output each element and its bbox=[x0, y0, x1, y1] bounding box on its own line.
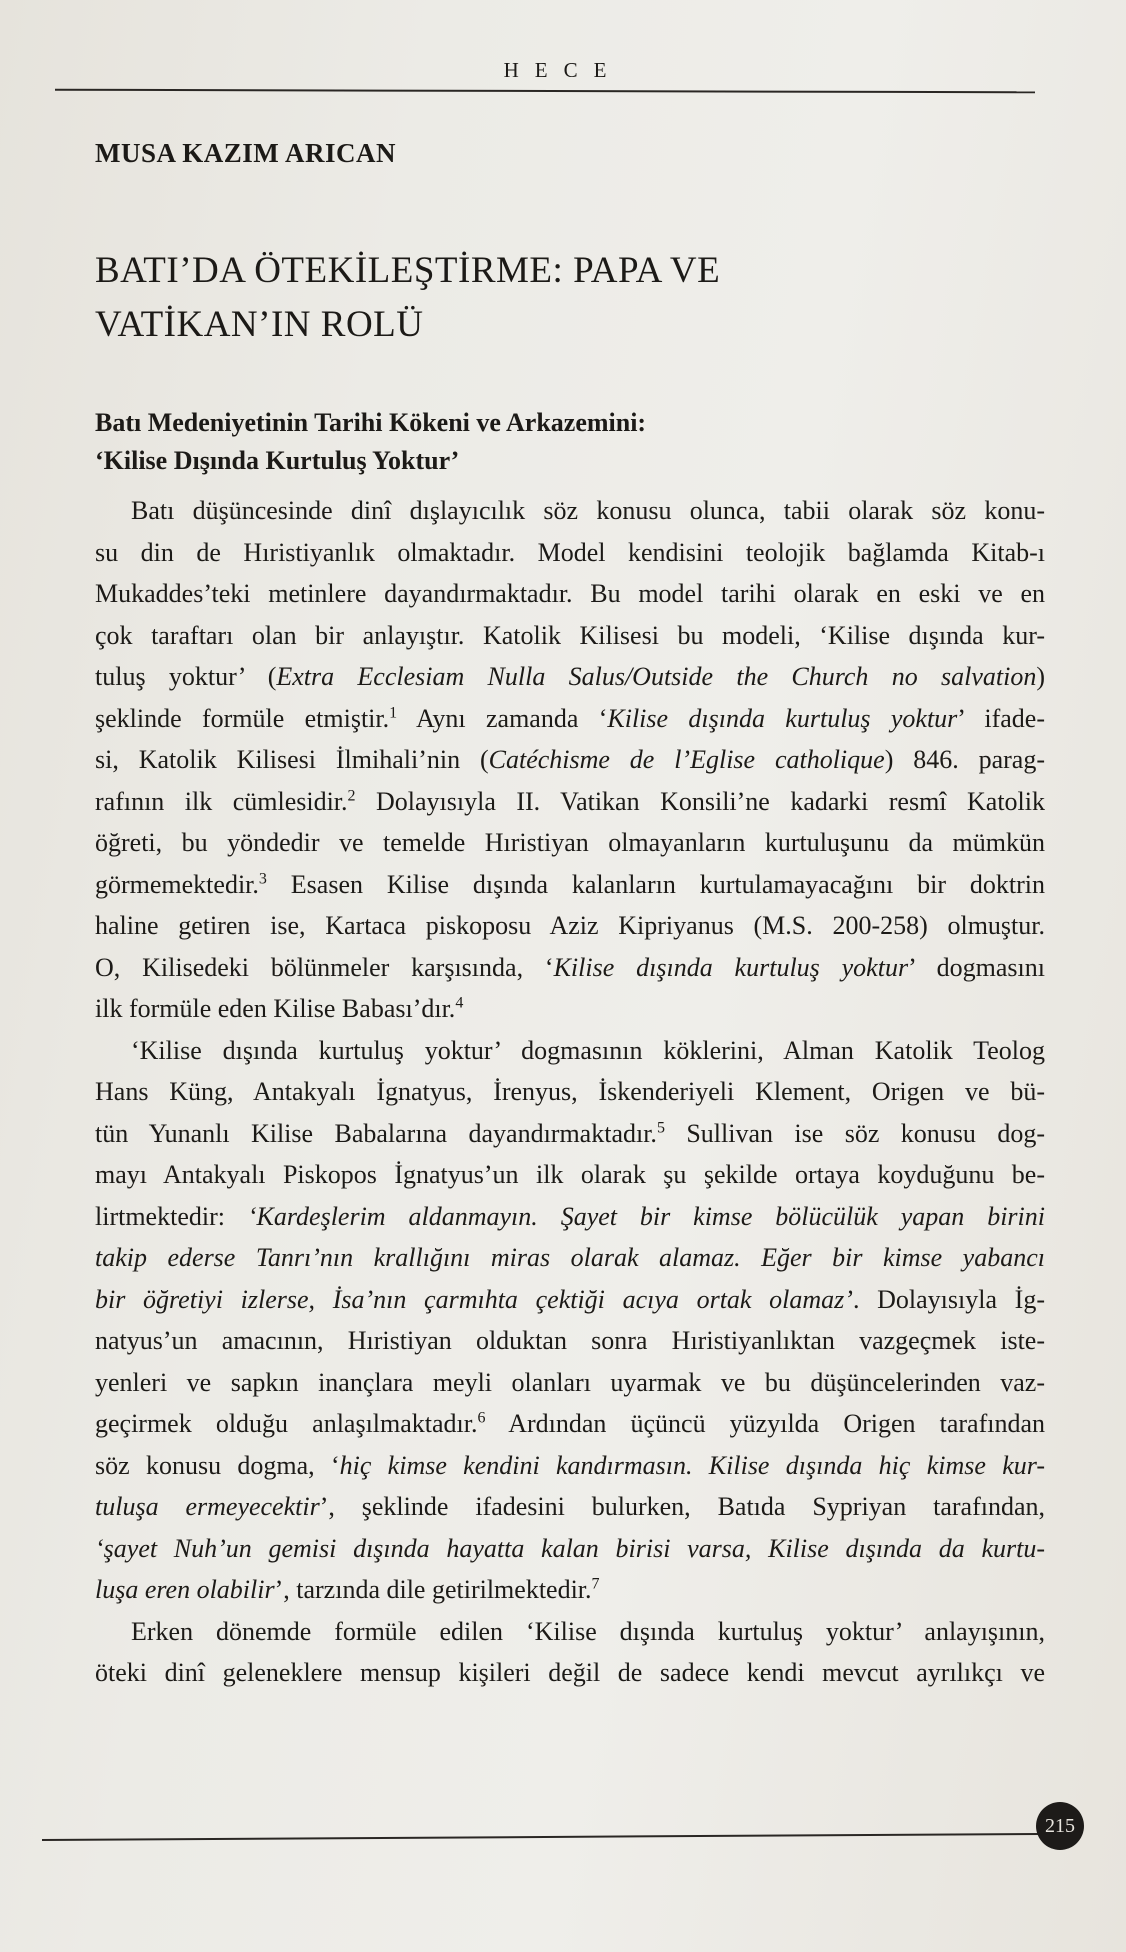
italic-text: Kilise dışında kurtuluş yoktur bbox=[607, 703, 958, 733]
text-line: Erken dönemde formüle edilen ‘Kilise dışında kurtuluş yoktur’ anlayışının, bbox=[131, 1616, 1045, 1646]
text-line: su din de Hıristiyanlık olmaktadır. Model kendisini teolojik bağlamda Kitab-ı bbox=[95, 537, 1045, 567]
text-span: görmemektedir. bbox=[95, 869, 259, 899]
italic-text: Catéchisme de l’Eglise catholique bbox=[488, 745, 885, 774]
italic-text: Kilise dışında kurtuluş yoktur bbox=[553, 952, 909, 982]
text-line bbox=[95, 739, 1045, 781]
text-span: Aynı zamanda ‘ bbox=[397, 703, 608, 733]
text-line bbox=[95, 1196, 1045, 1238]
text-line bbox=[95, 698, 1045, 740]
text-span: tuluş yoktur’ ( bbox=[95, 662, 277, 691]
footnote-ref: 6 bbox=[477, 1409, 486, 1427]
text-line bbox=[95, 1445, 1045, 1487]
text-line: çok taraftarı olan bir anlayıştır. Katolik Kilisesi bu modeli, ‘Kilise dışında kur- bbox=[95, 620, 1045, 650]
text-span: ilk formüle eden Kilise Babası’dır. bbox=[95, 994, 456, 1023]
text-span: O, Kilisedeki bölünmeler karşısında, ‘ bbox=[95, 952, 554, 982]
text-line bbox=[95, 781, 1045, 823]
text-line bbox=[95, 947, 1045, 989]
paragraph bbox=[95, 1030, 1045, 1611]
italic-text: tuluşa ermeyecektir bbox=[95, 1492, 320, 1521]
text-line: mayı Antakyalı Piskopos İgnatyus’un ilk olarak şu şekilde ortaya koyduğunu be- bbox=[95, 1160, 1045, 1189]
text-line: Hans Küng, Antakyalı İgnatyus, İrenyus, İskenderiyeli Klement, Origen ve bü- bbox=[95, 1077, 1045, 1106]
paragraph bbox=[95, 490, 1045, 1030]
author-name: MUSA KAZIM ARICAN bbox=[95, 138, 397, 168]
text-span: ) bbox=[1036, 662, 1045, 691]
text-span: geçirmek olduğu anlaşılmaktadır. bbox=[95, 1409, 478, 1438]
text-line bbox=[95, 864, 1045, 906]
text-span: Dolayısıyla II. Vatikan Konsili’ne kadarki resmî Katolik bbox=[355, 786, 1045, 816]
section-heading-line: Batı Medeniyetinin Tarihi Kökeni ve Arkazemini: bbox=[95, 408, 647, 437]
text-span: rafının ilk cümlesidir. bbox=[95, 786, 348, 816]
text-line: Batı düşüncesinde dinî dışlayıcılık söz konusu olunca, tabii olarak söz konu- bbox=[131, 496, 1045, 525]
text-span: ’ ifade- bbox=[957, 703, 1045, 733]
italic-text: takip ederse Tanrı’nın krallığını miras olarak alamaz. Eğer bir kimse yabancı bbox=[95, 1243, 1045, 1272]
text-span: . Dolayısıyla İg- bbox=[852, 1284, 1045, 1314]
section-heading-line: ‘Kilise Dışında Kurtuluş Yoktur’ bbox=[95, 446, 460, 475]
italic-text: ‘Kardeşlerim aldanmayın. Şayet bir kimse bölücülük yapan birini bbox=[247, 1201, 1045, 1231]
text-line: haline getiren ise, Kartaca piskoposu Aziz Kipriyanus (M.S. 200-258) olmuştur. bbox=[95, 911, 1045, 940]
running-head: HECE bbox=[503, 58, 623, 82]
footer-rule bbox=[42, 1833, 1040, 1841]
text-span: ) 846. parag- bbox=[884, 745, 1045, 774]
article-title bbox=[95, 244, 995, 352]
italic-text: Extra Ecclesiam Nulla Salus/Outside the Church no salvation bbox=[276, 662, 1037, 691]
footnote-ref: 5 bbox=[656, 1118, 665, 1136]
text-line bbox=[95, 1279, 1045, 1321]
page-number-badge: 215 bbox=[1036, 1802, 1084, 1850]
italic-text: bir öğretiyi izlerse, İsa’nın çarmıhta çektiği acıya ortak olamaz’ bbox=[95, 1284, 853, 1314]
footnote-ref: 3 bbox=[258, 869, 267, 887]
footnote-ref: 1 bbox=[389, 703, 398, 721]
paragraph bbox=[95, 1611, 1045, 1694]
footnote-ref: 4 bbox=[455, 994, 464, 1012]
text-line: natyus’un amacının, Hıristiyan olduktan sonra Hıristiyanlıktan vazgeçmek iste- bbox=[95, 1326, 1045, 1355]
italic-text: hiç kimse kendini kandırmasın. Kilise dışında hiç kimse kur- bbox=[339, 1450, 1045, 1480]
text-line: öteki dinî geleneklere mensup kişileri değil de sadece kendi mevcut ayrılıkçı ve bbox=[95, 1658, 1045, 1687]
title-line: BATI’DA ÖTEKİLEŞTİRME: PAPA VE bbox=[95, 250, 721, 291]
text-line: öğreti, bu yöndedir ve temelde Hıristiyan olmayanların kurtuluşunu da mümkün bbox=[95, 828, 1045, 857]
text-span: şeklinde formüle etmiştir. bbox=[95, 703, 390, 733]
footnote-ref: 7 bbox=[591, 1575, 600, 1593]
text-span: ’, şeklinde ifadesini bulurken, Batıda Sypriyan tarafından, bbox=[319, 1492, 1045, 1521]
text-span: lirtmektedir: bbox=[95, 1201, 248, 1231]
italic-text: ‘şayet Nuh’un gemisi dışında hayatta kalan birisi varsa, Kilise dışında da kurtu- bbox=[95, 1533, 1045, 1563]
text-span: si, Katolik Kilisesi İlmihali’nin ( bbox=[95, 745, 489, 774]
footnote-ref: 2 bbox=[347, 786, 356, 804]
text-span: ’, tarzında dile getirilmektedir. bbox=[274, 1575, 592, 1604]
text-line bbox=[95, 988, 1045, 1030]
text-line bbox=[95, 1569, 1045, 1611]
italic-text: luşa eren olabilir bbox=[95, 1575, 275, 1604]
text-line bbox=[95, 1528, 1045, 1570]
title-line: VATİKAN’IN ROLÜ bbox=[95, 304, 424, 345]
text-line bbox=[95, 1113, 1045, 1155]
text-span: söz konusu dogma, ‘ bbox=[95, 1450, 340, 1480]
text-span: Sullivan ise söz konusu dog- bbox=[664, 1118, 1045, 1148]
text-line bbox=[95, 1403, 1045, 1445]
text-line: ‘Kilise dışında kurtuluş yoktur’ dogmasının köklerini, Alman Katolik Teolog bbox=[131, 1035, 1045, 1065]
text-span: Ardından üçüncü yüzyılda Origen tarafından bbox=[485, 1409, 1045, 1438]
text-span: Esasen Kilise dışında kalanların kurtulamayacağını bir doktrin bbox=[266, 869, 1045, 899]
header-rule bbox=[55, 89, 1035, 94]
text-line: Mukaddes’teki metinlere dayandırmaktadır. Bu model tarihi olarak en eski ve en bbox=[95, 579, 1045, 608]
text-line: yenleri ve sapkın inançlara meyli olanları uyarmak ve bu düşüncelerinden vaz- bbox=[95, 1367, 1045, 1397]
section-heading bbox=[95, 404, 995, 480]
text-span: tün Yunanlı Kilise Babalarına dayandırmaktadır. bbox=[95, 1118, 657, 1148]
body-text bbox=[95, 490, 1045, 1694]
text-span: ’ dogmasını bbox=[908, 952, 1045, 982]
text-line bbox=[95, 1486, 1045, 1528]
text-line bbox=[95, 1237, 1045, 1279]
text-line bbox=[95, 656, 1045, 698]
